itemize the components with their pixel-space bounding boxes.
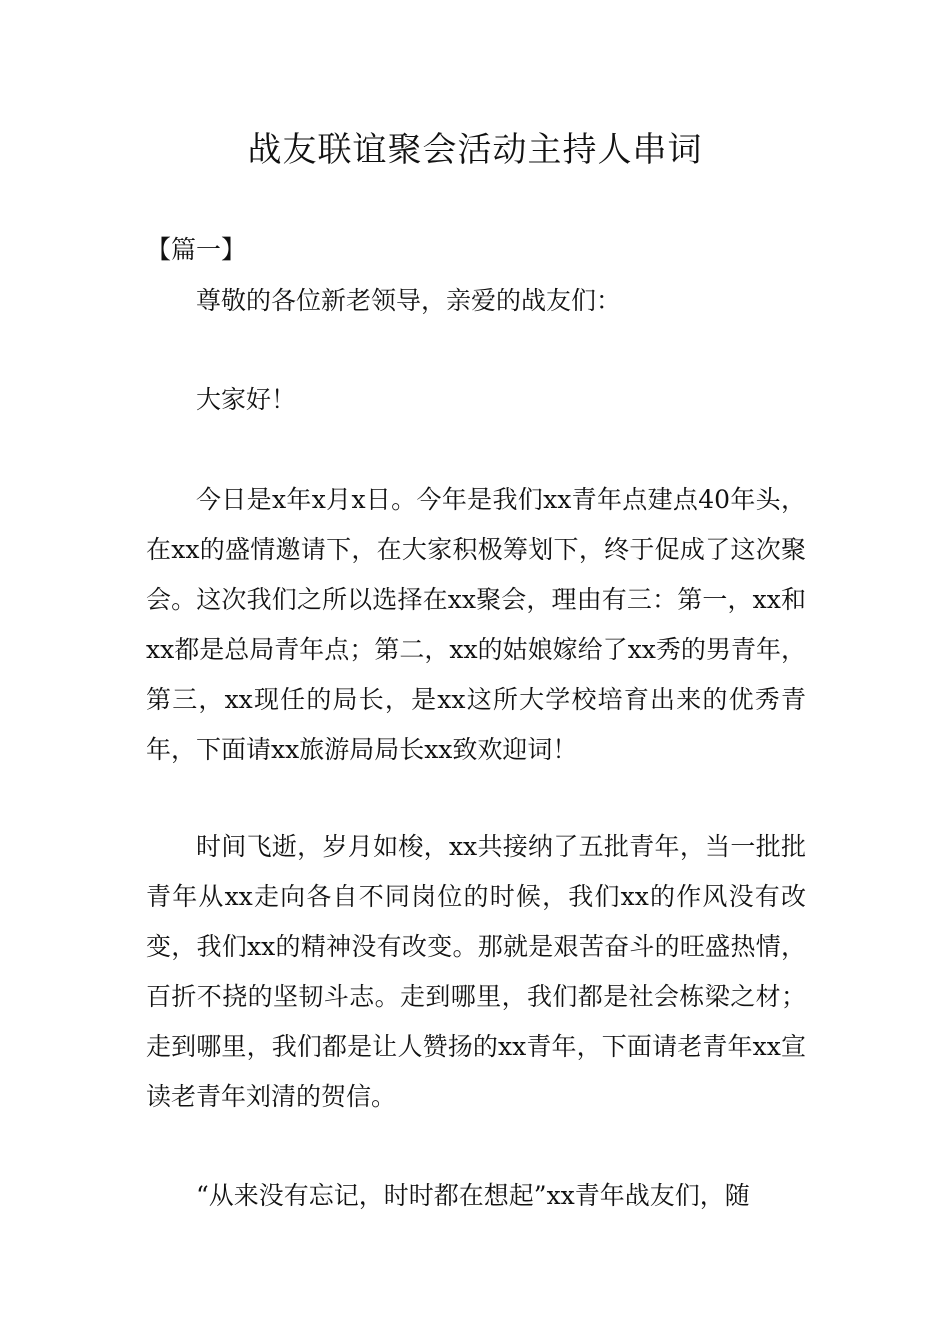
paragraph-greeting: 尊敬的各位新老领导，亲爱的战友们： — [196, 286, 622, 315]
paragraph-hello: 大家好！ — [196, 385, 297, 414]
section-label: 【篇一】 — [146, 235, 247, 264]
paragraph-time: 时间飞逝，岁月如梭，xx共接纳了五批青年，当一批批青年从xx走向各自不同岗位的时候，我们xx的作风没有改变，我们xx的精神没有改变。那就是艰苦奋斗的旺盛热情，百折不挠的坚韧斗志。走到哪里，我们都是社会栋梁之材；走到哪里，我们都是让人赞扬的xx青年，下面请老青年xx宣读老青年刘清的贺信。 — [146, 832, 806, 1111]
paragraph-quote: “从来没有忘记，时时都在想起”xx青年战友们，随 — [196, 1181, 750, 1210]
paragraph-intro: 今日是x年x月x日。今年是我们xx青年点建点40年头，在xx的盛情邀请下，在大家积极筹划下，终于促成了这次聚会。这次我们之所以选择在xx聚会，理由有三：第一，xx和xx都是总局青年点；第二，xx的姑娘嫁给了xx秀的男青年，第三，xx现任的局长，是xx这所大学校培育出来的优秀青年，下面请xx旅游局局长xx致欢迎词！ — [146, 485, 806, 764]
document-title: 战友联谊聚会活动主持人串词 — [247, 130, 703, 170]
